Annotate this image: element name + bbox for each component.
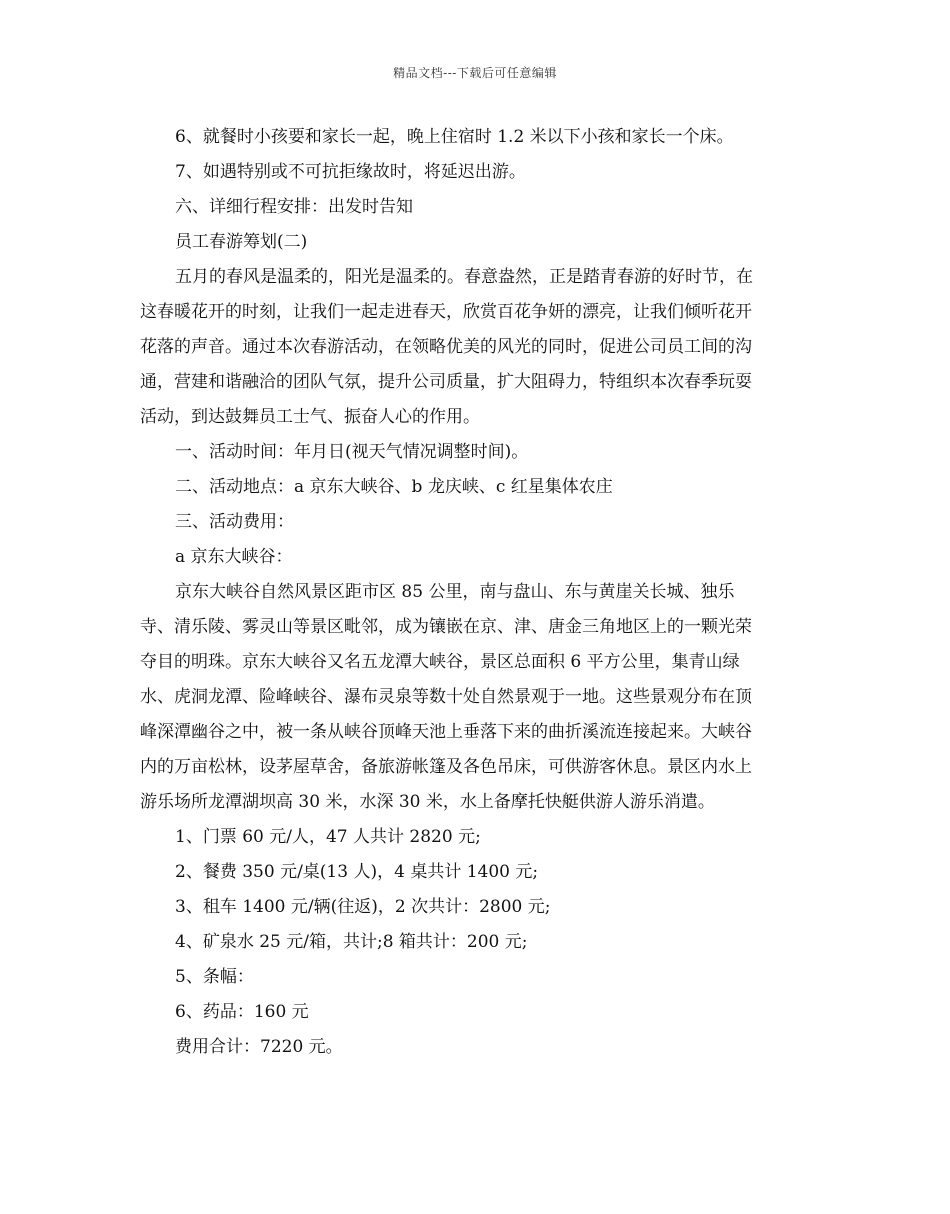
text-line: 4、矿泉水 25 元/箱，共计;8 箱共计：200 元; [175,932,528,952]
text-line: 员工春游筹划(二) [175,232,308,252]
text-line: 6、药品：160 元 [175,1002,309,1022]
text-line: 内的万亩松林，设茅屋草舍，备旅游帐篷及各色吊床，可供游客休息。景区内水上 [140,757,752,777]
text-line: 1、门票 60 元/人，47 人共计 2820 元; [175,827,481,847]
text-line: 这春暖花开的时刻，让我们一起走进春天，欣赏百花争妍的漂亮，让我们倾听花开 [140,302,752,322]
text-line: 花落的声音。通过本次春游活动，在领略优美的风光的同时，促进公司员工间的沟 [140,337,752,357]
text-line: 2、餐费 350 元/桌(13 人)，4 桌共计 1400 元; [175,862,539,882]
text-line: a 京东大峡谷： [175,547,293,567]
text-line: 5、条幅： [175,967,254,987]
text-line: 五月的春风是温柔的，阳光是温柔的。春意盎然，正是踏青春游的好时节，在 [175,267,753,287]
text-line: 峰深潭幽谷之中，被一条从峡谷顶峰天池上垂落下来的曲折溪流连接起来。大峡谷 [140,722,752,742]
text-line: 一、活动时间：年月日(视天气情况调整时间)。 [175,442,529,462]
text-line: 二、活动地点：a 京东大峡谷、b 龙庆峡、c 红星集体农庄 [175,477,613,497]
text-line: 3、租车 1400 元/辆(往返)，2 次共计：2800 元; [175,897,551,917]
text-line: 通，营建和谐融洽的团队气氛，提升公司质量，扩大阻碍力，特组织本次春季玩耍 [140,372,752,392]
text-line: 7、如遇特别或不可抗拒缘故时，将延迟出游。 [175,162,526,182]
page-header: 精品文档---下载后可任意编辑 [393,66,557,80]
document-body [140,120,812,1065]
text-line: 游乐场所龙潭湖坝高 30 米，水深 30 米，水上备摩托快艇供游人游乐消遣。 [140,792,715,812]
text-line: 夺目的明珠。京东大峡谷又名五龙潭大峡谷，景区总面积 6 平方公里，集青山绿 [140,652,740,672]
text-line: 六、详细行程安排：出发时告知 [175,197,413,217]
text-line: 活动，到达鼓舞员工士气、振奋人心的作用。 [140,407,480,427]
text-line: 费用合计：7220 元。 [175,1037,343,1057]
text-line: 寺、清乐陵、雾灵山等景区毗邻，成为镶嵌在京、津、唐金三角地区上的一颗光荣 [140,617,752,637]
text-line: 京东大峡谷自然风景区距市区 85 公里，南与盘山、东与黄崖关长城、独乐 [175,582,735,602]
text-line: 三、活动费用： [175,512,294,532]
text-line: 水、虎洞龙潭、险峰峡谷、瀑布灵泉等数十处自然景观于一地。这些景观分布在顶 [140,687,752,707]
text-line: 6、就餐时小孩要和家长一起，晚上住宿时 1.2 米以下小孩和家长一个床。 [175,127,734,147]
